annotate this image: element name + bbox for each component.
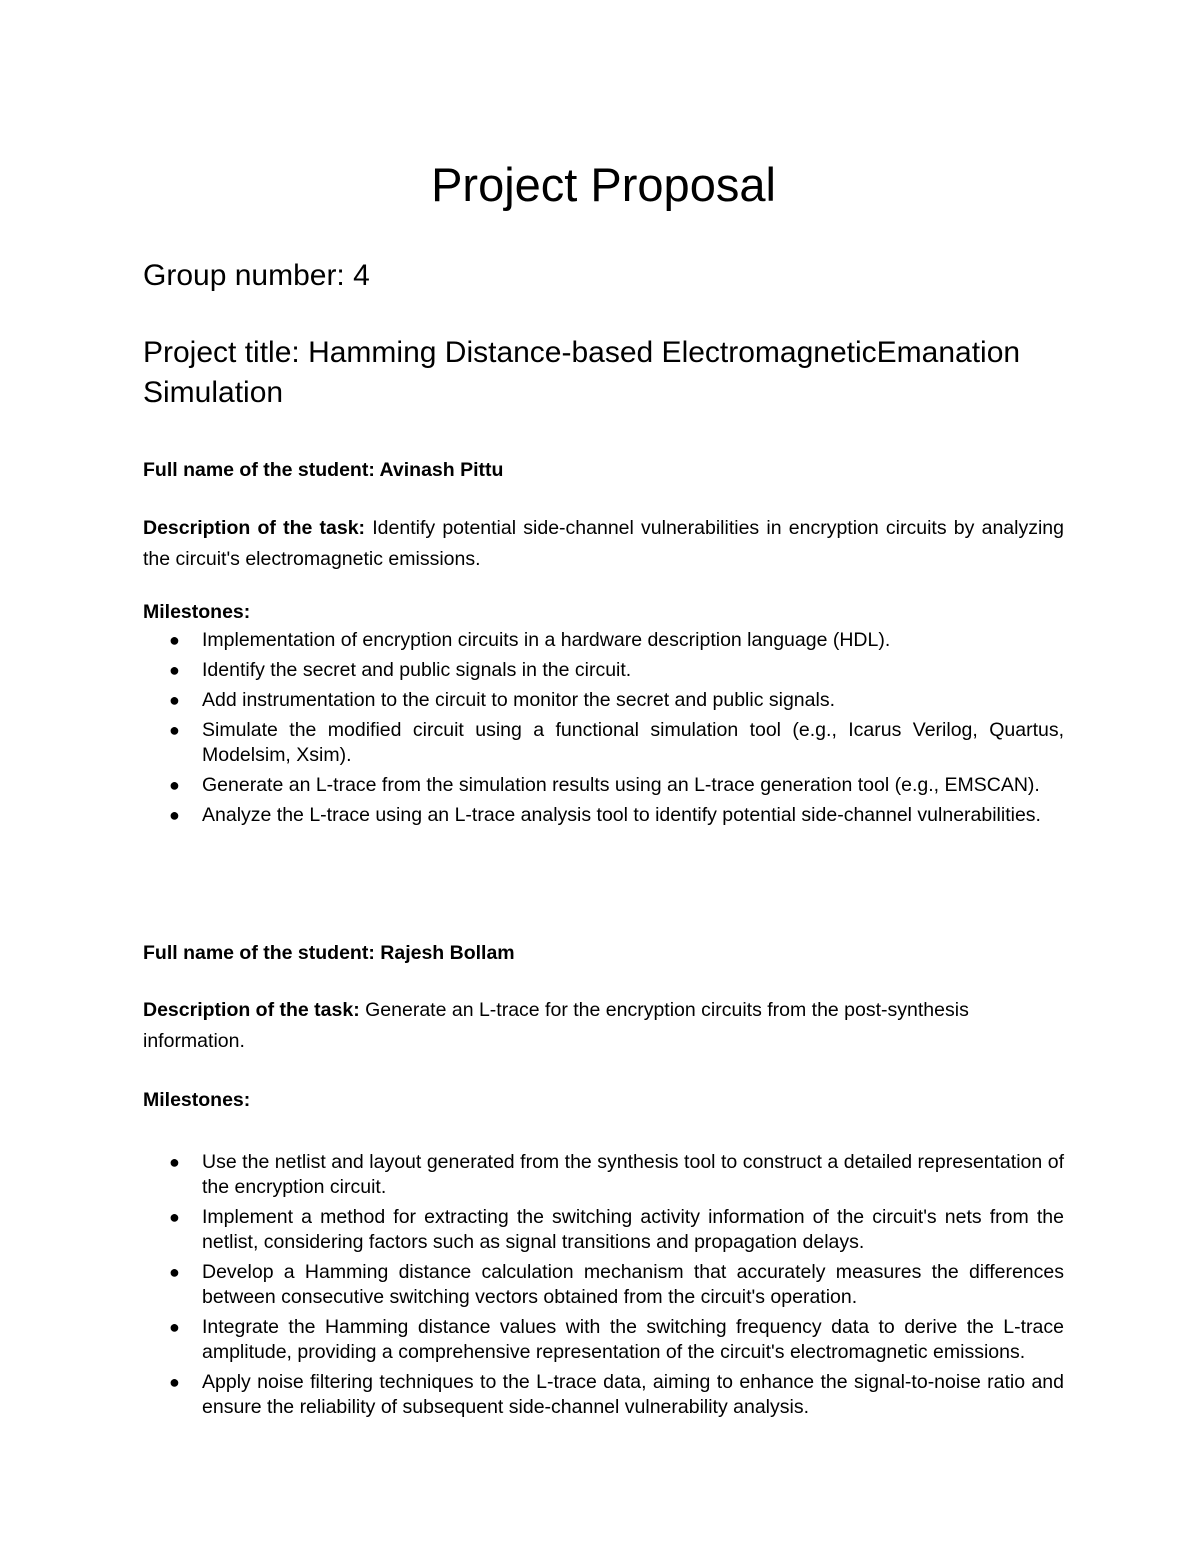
student-1-description [143, 513, 1064, 575]
student-2-milestones-label: Milestones: [143, 1089, 251, 1111]
bullet-icon: ● [169, 1262, 180, 1282]
milestone-text: Integrate the Hamming distance values with the switching frequency data to derive the L-trace amplitude, providing a comprehensive representation of the circuit's electromagnetic emissions. [202, 1316, 1064, 1363]
milestone-item [143, 688, 1064, 713]
student-2-name-line [143, 940, 1064, 966]
student-2-milestones [143, 1087, 1064, 1420]
milestone-text: Implementation of encryption circuits in a hardware description language (HDL). [202, 629, 891, 651]
milestone-item [143, 1370, 1064, 1420]
project-title-label: Project title: [143, 336, 300, 369]
project-title-line [143, 333, 1064, 413]
milestone-item [143, 773, 1064, 798]
student-2-section [143, 940, 1064, 966]
milestone-text: Simulate the modified circuit using a functional simulation tool (e.g., Icarus Verilog, Quartus, Modelsim, Xsim). [202, 719, 1064, 766]
student-2-description-label: Description of the task: [143, 999, 360, 1021]
student-2-description-paragraph [143, 995, 1064, 1057]
bullet-icon: ● [169, 660, 180, 680]
student-2-description-text: Generate an L-trace for the encryption circuits from the post-synthesis information. [143, 999, 969, 1052]
student-2-name: Rajesh Bollam [380, 942, 515, 964]
group-number-value: 4 [353, 259, 370, 292]
bullet-icon: ● [169, 1372, 180, 1392]
project-title-value: Hamming Distance-based ElectromagneticEmanation Simulation [143, 336, 1021, 409]
bullet-icon: ● [169, 1152, 180, 1172]
bullet-icon: ● [169, 1317, 180, 1337]
group-number-label: Group number: [143, 259, 345, 292]
student-1-milestones [143, 599, 1064, 828]
bullet-icon: ● [169, 690, 180, 710]
student-1-milestone-list [143, 628, 1064, 828]
milestone-item [143, 1205, 1064, 1255]
milestone-item [143, 803, 1064, 828]
student-1-name: Avinash Pittu [379, 459, 504, 481]
milestone-text: Analyze the L-trace using an L-trace analysis tool to identify potential side-channel vulnerabilities. [202, 804, 1041, 826]
milestone-item [143, 1315, 1064, 1365]
milestone-item [143, 628, 1064, 653]
document-title: Project Proposal [431, 158, 776, 211]
milestone-item [143, 1150, 1064, 1200]
student-1-name-line [143, 457, 1064, 483]
student-1-milestones-label: Milestones: [143, 601, 251, 623]
milestone-text: Develop a Hamming distance calculation mechanism that accurately measures the differences between consecutive switching vectors obtained from the circuit's operation. [202, 1261, 1064, 1308]
group-number-line [143, 256, 370, 296]
milestone-text: Identify the secret and public signals in the circuit. [202, 659, 632, 681]
student-2-name-label: Full name of the student: [143, 942, 375, 964]
student-1-description-text: Identify potential side-channel vulnerabilities in encryption circuits by analyzing the circuit's electromagnetic emissions. [143, 517, 1064, 570]
student-1-description-label: Description of the task: [143, 517, 366, 539]
milestone-text: Apply noise filtering techniques to the L-trace data, aiming to enhance the signal-to-noise ratio and ensure the reliability of subsequent side-channel vulnerability analysis. [202, 1371, 1064, 1418]
bullet-icon: ● [169, 805, 180, 825]
milestone-item [143, 1260, 1064, 1310]
bullet-icon: ● [169, 630, 180, 650]
milestone-text: Implement a method for extracting the switching activity information of the circuit's nets from the netlist, considering factors such as signal transitions and propagation delays. [202, 1206, 1064, 1253]
student-1-section [143, 457, 1064, 483]
bullet-icon: ● [169, 1207, 180, 1227]
student-1-name-label: Full name of the student: [143, 459, 375, 481]
bullet-icon: ● [169, 720, 180, 740]
student-1-description-paragraph [143, 513, 1064, 575]
milestone-item [143, 718, 1064, 768]
student-2-description [143, 995, 1064, 1057]
milestone-text: Add instrumentation to the circuit to monitor the secret and public signals. [202, 689, 835, 711]
milestone-text: Use the netlist and layout generated from the synthesis tool to construct a detailed representation of the encryption circuit. [202, 1151, 1064, 1198]
student-2-milestone-list [143, 1150, 1064, 1420]
bullet-icon: ● [169, 775, 180, 795]
milestone-item [143, 658, 1064, 683]
milestone-text: Generate an L-trace from the simulation results using an L-trace generation tool (e.g., EMSCAN). [202, 774, 1040, 796]
